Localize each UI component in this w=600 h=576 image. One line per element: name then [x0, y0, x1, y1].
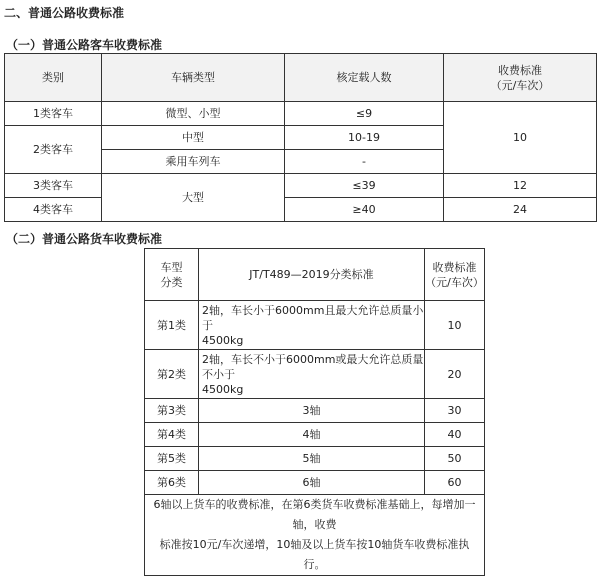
header-category: 类别: [5, 54, 102, 102]
section-title: 二、普通公路收费标准: [4, 6, 125, 20]
table-row: [145, 447, 485, 471]
seats-cell: -: [285, 150, 444, 174]
vehicle-type-cell: 乘用车列车: [102, 150, 285, 174]
fee-cell: 20: [425, 350, 485, 399]
description-line1: 2轴，车长小于6000mm且最大允许总质量小于: [202, 303, 424, 332]
category-cell: 3类客车: [5, 174, 102, 198]
description-cell: [199, 301, 425, 350]
fee-cell: 24: [444, 198, 597, 222]
header-fee: [425, 249, 485, 301]
table-row: [5, 102, 597, 126]
fee-cell: 40: [425, 423, 485, 447]
category-cell: 1类客车: [5, 102, 102, 126]
description-cell: 6轴: [199, 471, 425, 495]
vehicle-type-cell: 中型: [102, 126, 285, 150]
table-row: [5, 198, 597, 222]
class-cell: 第1类: [145, 301, 199, 350]
seats-cell: ≤9: [285, 102, 444, 126]
vehicle-type-cell: 大型: [102, 174, 285, 222]
header-class-line1: 车型: [160, 260, 183, 274]
header-fee: [444, 54, 597, 102]
fee-cell: 10: [425, 301, 485, 350]
header-class: [145, 249, 199, 301]
description-cell: [199, 350, 425, 399]
fee-cell-shared: 10: [444, 102, 597, 174]
vehicle-type-cell: 微型、小型: [102, 102, 285, 126]
table-row: [145, 399, 485, 423]
description-cell: 5轴: [199, 447, 425, 471]
header-fee-line2: （元/车次）: [490, 78, 550, 92]
header-seats: 核定载人数: [285, 54, 444, 102]
table-header-row: [145, 249, 485, 301]
description-line2: 4500kg: [202, 333, 244, 347]
class-cell: 第3类: [145, 399, 199, 423]
description-line1: 2轴，车长不小于6000mm或最大允许总质量不小于: [202, 352, 424, 381]
table-note-row: [145, 495, 485, 576]
freight-section-title: （二）普通公路货车收费标准: [6, 232, 163, 246]
passenger-section-title: （一）普通公路客车收费标准: [6, 38, 163, 52]
table-row: [5, 174, 597, 198]
table-row: [145, 423, 485, 447]
class-cell: 第5类: [145, 447, 199, 471]
header-standard: JT/T489—2019分类标准: [199, 249, 425, 301]
fee-cell: 30: [425, 399, 485, 423]
description-cell: 4轴: [199, 423, 425, 447]
fee-cell: 12: [444, 174, 597, 198]
class-cell: 第2类: [145, 350, 199, 399]
header-class-line2: 分类: [160, 275, 183, 289]
class-cell: 第4类: [145, 423, 199, 447]
table-row: [145, 301, 485, 350]
class-cell: 第6类: [145, 471, 199, 495]
category-cell: 2类客车: [5, 126, 102, 174]
note-line1: 6轴以上货车的收费标准，在第6类货车收费标准基础上，每增加一轴，收费: [153, 498, 476, 531]
table-row: [145, 350, 485, 399]
header-fee-line1: 收费标准: [432, 260, 477, 274]
passenger-fee-table: [4, 53, 597, 222]
freight-fee-table: [144, 248, 485, 576]
note-cell: [145, 495, 485, 576]
header-fee-line1: 收费标准: [498, 63, 542, 77]
header-vehicle-type: 车辆类型: [102, 54, 285, 102]
description-cell: 3轴: [199, 399, 425, 423]
fee-cell: 50: [425, 447, 485, 471]
fee-cell: 60: [425, 471, 485, 495]
description-line2: 4500kg: [202, 382, 244, 396]
table-header-row: [5, 54, 597, 102]
seats-cell: ≤39: [285, 174, 444, 198]
table-row: [145, 471, 485, 495]
category-cell: 4类客车: [5, 198, 102, 222]
header-fee-line2: （元/车次）: [425, 275, 484, 289]
seats-cell: ≥40: [285, 198, 444, 222]
seats-cell: 10-19: [285, 126, 444, 150]
note-line2: 标准按10元/车次递增，10轴及以上货车按10轴货车收费标准执行。: [159, 538, 470, 571]
